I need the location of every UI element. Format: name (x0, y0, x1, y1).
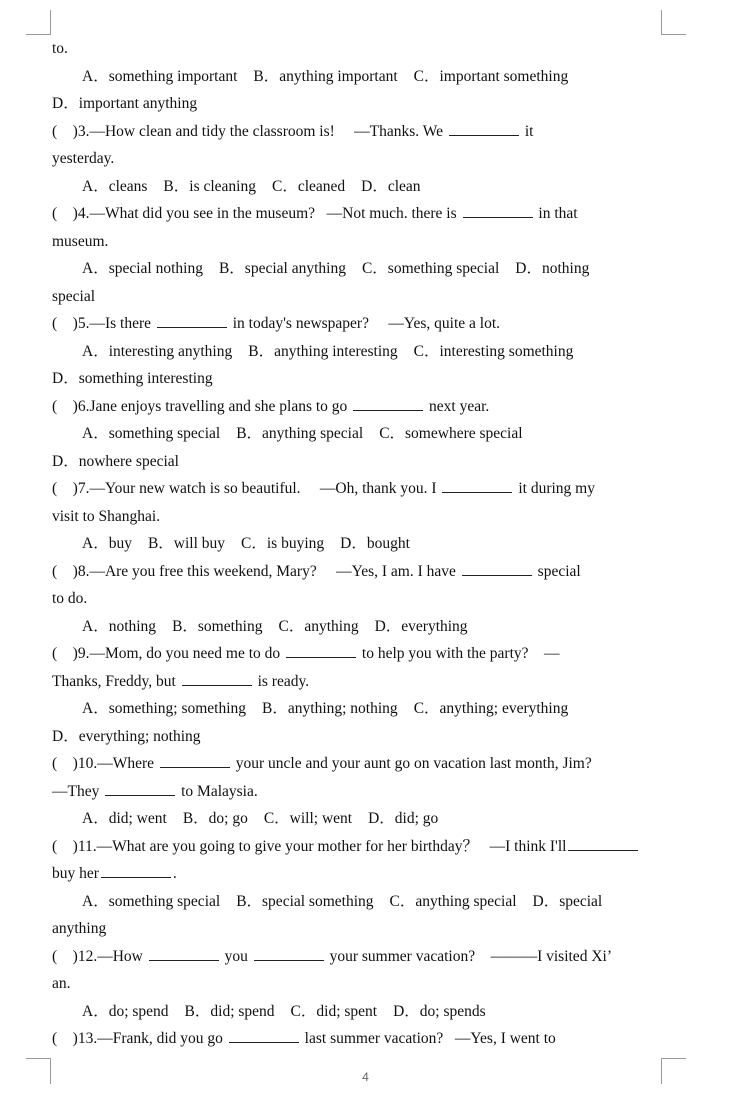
question-text: —They (52, 782, 104, 800)
question-text: in today's newspaper? —Yes, quite a lot. (228, 315, 501, 332)
text-line (52, 750, 664, 778)
answer-blank (101, 863, 171, 878)
question-text: to Malaysia. (177, 782, 258, 800)
answer-option: A．something important (82, 67, 238, 85)
question-text: it (520, 122, 534, 140)
answer-option: B．anything important (253, 67, 398, 85)
answer-option: A．something special (82, 425, 221, 442)
text-line (52, 585, 664, 613)
text-line (52, 200, 664, 228)
question-text: ( )3.—How clean and tidy the classroom is! —Thanks. We (52, 122, 447, 140)
text-line (52, 90, 664, 118)
text-line (52, 998, 664, 1026)
corner-mark-top-left-h (26, 34, 51, 35)
text-line (52, 228, 664, 256)
answer-option: A．something; something (82, 700, 247, 717)
text-line (52, 310, 664, 338)
answer-option: D．do; spends (393, 1002, 486, 1020)
answer-blank (568, 836, 638, 851)
answer-option: B．something (172, 617, 263, 635)
answer-option: D．special (532, 892, 603, 910)
answer-option: B．will buy (147, 535, 226, 552)
line-text: D．nowhere special (52, 452, 179, 470)
answer-blank (160, 753, 230, 768)
text-line (52, 393, 664, 421)
answer-blank (157, 313, 227, 328)
answer-option: B．special anything (218, 260, 346, 277)
text-line (52, 503, 664, 531)
document-body (52, 35, 664, 1053)
answer-option: C．did; spent (290, 1002, 378, 1020)
text-line (52, 475, 664, 503)
answer-option: A．buy (82, 535, 132, 552)
text-line (52, 448, 664, 476)
line-text: an. (52, 975, 71, 992)
answer-blank (353, 396, 423, 411)
line-text: anything (52, 920, 107, 937)
answer-option: A．do; spend (82, 1002, 169, 1020)
line-text: to. (52, 40, 68, 57)
corner-mark-top-right (661, 10, 662, 34)
question-text: ( )7.—Your new watch is so beautiful. —Oh, thank you. I (52, 480, 441, 497)
question-text: ( )8.—Are you free this weekend, Mary? —Yes, I am. I have (52, 562, 460, 580)
answer-blank (286, 643, 356, 658)
corner-mark-bottom-left-h (26, 1058, 51, 1059)
text-line (52, 365, 664, 393)
text-line (52, 613, 664, 641)
answer-option: A．did; went (82, 810, 167, 827)
answer-option: A．nothing (82, 617, 157, 635)
answer-option: C．somewhere special (379, 425, 523, 442)
answer-option: B．special something (236, 892, 374, 910)
answer-blank (442, 478, 512, 493)
text-line (52, 173, 664, 201)
question-text: ( )5.—Is there (52, 315, 155, 332)
text-line (52, 915, 664, 943)
text-line (52, 833, 664, 861)
corner-mark-top-left (50, 10, 51, 34)
text-line (52, 723, 664, 751)
question-text: your uncle and your aunt go on vacation last month, Jim? (231, 755, 592, 772)
question-text: . (172, 865, 177, 882)
question-text: in that (534, 205, 578, 222)
line-text: special (52, 287, 96, 305)
text-line (52, 1025, 664, 1053)
answer-option: B．did; spend (184, 1002, 275, 1020)
answer-option: C．important something (413, 67, 569, 85)
answer-blank (182, 671, 252, 686)
question-text: buy her (52, 865, 99, 882)
answer-option: D．did; go (368, 810, 439, 827)
corner-mark-top-right-h (661, 34, 686, 35)
answer-option: B．anything; nothing (262, 700, 398, 717)
question-text: ( )6.Jane enjoys travelling and she plans to go (52, 397, 352, 415)
text-line (52, 420, 664, 448)
answer-option: D．clean (361, 177, 421, 195)
question-text: ( )11.—What are you going to give your mother for her birthday？ —I think I'll (52, 837, 567, 855)
text-line (52, 118, 664, 146)
answer-option: C．anything (278, 617, 359, 635)
answer-option: C．something special (361, 260, 500, 277)
text-line (52, 255, 664, 283)
answer-blank (462, 561, 532, 576)
text-line (52, 888, 664, 916)
answer-blank (149, 946, 219, 961)
answer-option: A．something special (82, 892, 221, 910)
question-text: ( )9.—Mom, do you need me to do (52, 645, 285, 662)
text-line (52, 35, 664, 63)
question-text: ( )13.—Frank, did you go (52, 1030, 227, 1047)
question-text: special (533, 562, 581, 580)
answer-option: D．everything (374, 617, 468, 635)
line-text: D．important anything (52, 95, 198, 112)
question-text: your summer vacation? ———I visited Xi’ (325, 947, 612, 965)
text-line (52, 558, 664, 586)
answer-option: C．is buying (241, 535, 325, 552)
question-text: next year. (425, 397, 490, 415)
answer-option: A．cleans (82, 177, 148, 195)
answer-option: C．anything special (389, 892, 517, 910)
answer-option: B．is cleaning (163, 177, 256, 195)
answer-option: D．nothing (515, 260, 590, 277)
line-text: D．something interesting (52, 370, 213, 387)
answer-blank (105, 781, 175, 796)
answer-option: A．interesting anything (82, 342, 233, 360)
page-number: 4 (362, 1070, 369, 1084)
answer-option: A．special nothing (82, 260, 203, 277)
text-line (52, 668, 664, 696)
question-text: you (220, 947, 252, 965)
answer-option: D．bought (340, 535, 410, 552)
question-text: is ready. (253, 672, 310, 690)
line-text: museum. (52, 232, 109, 250)
text-line (52, 338, 664, 366)
answer-option: B．anything special (236, 425, 364, 442)
question-text: Thanks, Freddy, but (52, 672, 180, 690)
text-line (52, 943, 664, 971)
answer-option: B．anything interesting (248, 342, 398, 360)
question-text: it during my (514, 480, 595, 497)
text-line (52, 778, 664, 806)
line-text: yesterday. (52, 150, 115, 167)
line-text: D．everything; nothing (52, 727, 201, 745)
text-line (52, 640, 664, 668)
corner-mark-bottom-right-h (661, 1058, 686, 1059)
text-line (52, 805, 664, 833)
text-line (52, 530, 664, 558)
text-line (52, 63, 664, 91)
question-text: ( )4.—What did you see in the museum? —Not much. there is (52, 205, 461, 222)
line-text: to do. (52, 590, 88, 607)
answer-blank (254, 946, 324, 961)
question-text: last summer vacation? —Yes, I went to (300, 1030, 556, 1047)
text-line (52, 970, 664, 998)
text-line (52, 695, 664, 723)
question-text: ( )12.—How (52, 947, 147, 965)
answer-option: B．do; go (182, 810, 248, 827)
answer-option: C．cleaned (271, 177, 346, 195)
answer-blank (463, 203, 533, 218)
answer-option: C．will; went (263, 810, 353, 827)
answer-option: C．interesting something (413, 342, 574, 360)
answer-blank (449, 121, 519, 136)
text-line (52, 860, 664, 888)
text-line (52, 283, 664, 311)
answer-option: C．anything; everything (413, 700, 569, 717)
question-text: to help you with the party? — (358, 645, 560, 662)
line-text: visit to Shanghai. (52, 507, 161, 525)
question-text: ( )10.—Where (52, 755, 158, 772)
text-line (52, 145, 664, 173)
answer-blank (229, 1028, 299, 1043)
